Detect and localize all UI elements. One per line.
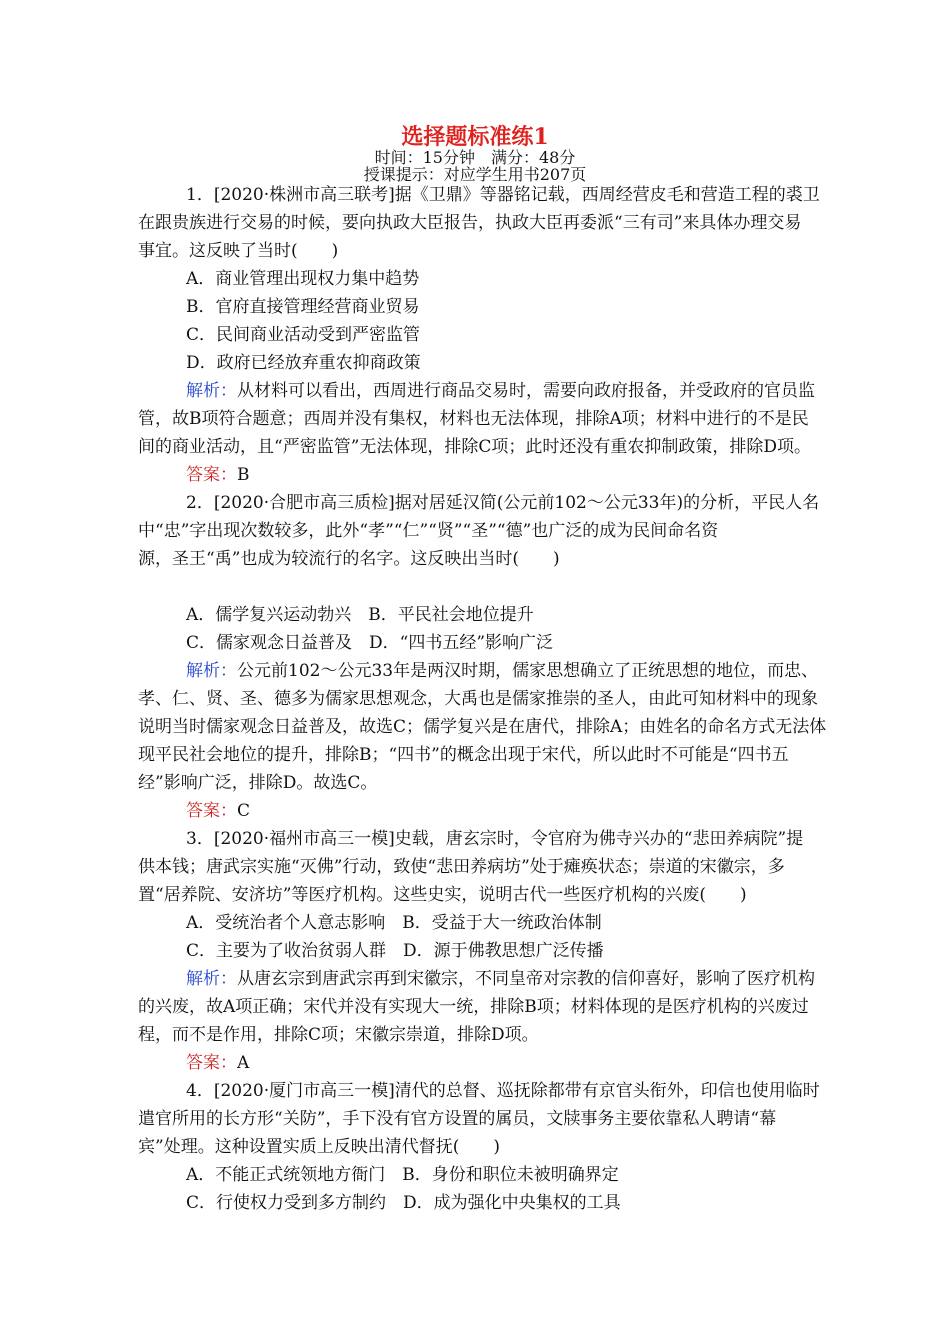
analysis-label: 解析：	[186, 381, 237, 401]
answer-label: 答案：	[186, 1053, 237, 1073]
q2-analysis-line-1: 解析：公元前102～公元33年是两汉时期，儒家思想确立了正统思想的地位，而忠、	[186, 661, 819, 681]
lesson-hint-line: 授课提示：对应学生用书207页	[363, 165, 587, 184]
q3-stem-line-1: 3．[2020·福州市高三一模]史载，唐玄宗时，令官府为佛寺兴办的“悲田养病院”提	[186, 829, 804, 849]
q4-options-ab: A．不能正式统领地方衙门 B．身份和职位未被明确界定	[186, 1165, 619, 1185]
q1-analysis-line-2: 管，故B项符合题意；西周并没有集权，材料也无法体现，排除A项；材料中进行的不是民	[138, 409, 809, 429]
q2-answer: 答案：C	[186, 801, 251, 821]
answer-label: 答案：	[186, 465, 237, 485]
q1-option-d: D．政府已经放弃重农抑商政策	[186, 353, 421, 373]
q2-analysis-line-2: 孝、仁、贤、圣、德多为儒家思想观念，大禹也是儒家推崇的圣人，由此可知材料中的现象	[138, 689, 818, 709]
q1-option-c: C．民间商业活动受到严密监管	[186, 325, 421, 345]
q3-stem-line-2: 供本钱；唐武宗实施“灭佛”行动，致使“悲田养病坊”处于瘫痪状态；崇道的宋徽宗，多	[138, 857, 785, 877]
q2-options-cd: C．儒家观念日益普及 D．“四书五经”影响广泛	[186, 633, 554, 653]
q3-options-ab: A．受统治者个人意志影响 B．受益于大一统政治体制	[186, 913, 602, 933]
q4-options-cd: C．行使权力受到多方制约 D．成为强化中央集权的工具	[186, 1193, 621, 1213]
q3-analysis-line-3: 程，而不是作用，排除C项；宋徽宗崇道，排除D项。	[138, 1025, 539, 1045]
analysis-label: 解析：	[186, 661, 237, 681]
q2-analysis-line-5: 经”影响广泛，排除D。故选C。	[138, 773, 378, 793]
q2-stem-line-2: 中“忠”字出现次数较多，此外“孝”“仁”“贤”“圣”“德”也广泛的成为民间命名资	[138, 521, 719, 541]
q1-stem-line-3: 事宜。这反映了当时( )	[138, 241, 339, 261]
q4-stem-line-2: 遣官所用的长方形“关防”，手下没有官方设置的属员，文牍事务主要依靠私人聘请“幕	[138, 1109, 777, 1129]
page-title: 选择题标准练1	[401, 124, 549, 150]
q1-answer: 答案：B	[186, 465, 250, 485]
q1-stem-line-1: 1．[2020·株洲市高三联考]据《卫鼎》等器铭记载，西周经营皮毛和营造工程的裘卫	[186, 185, 820, 205]
q2-analysis-line-3: 说明当时儒家观念日益普及，故选C；儒学复兴是在唐代，排除A；由姓名的命名方式无法体	[138, 717, 827, 737]
q1-option-b: B．官府直接管理经营商业贸易	[186, 297, 420, 317]
q3-analysis-line-2: 的兴废，故A项正确；宋代并没有实现大一统，排除B项；材料体现的是医疗机构的兴废过	[138, 997, 809, 1017]
q2-stem-line-1: 2．[2020·合肥市高三质检]据对居延汉简(公元前102～公元33年)的分析，平民人名	[186, 493, 820, 513]
q1-option-a: A．商业管理出现权力集中趋势	[186, 269, 420, 289]
q1-analysis-line-3: 间的商业活动，且“严密监管”无法体现，排除C项；此时还没有重农抑制政策，排除D项。	[138, 437, 812, 457]
time-score-line: 时间：15分钟 满分：48分	[374, 148, 576, 167]
q1-analysis-line-1: 解析：从材料可以看出，西周进行商品交易时，需要向政府报备，并受政府的官员监	[186, 381, 815, 401]
q1-stem-line-2: 在跟贵族进行交易的时候，要向执政大臣报告，执政大臣再委派“三有司”来具体办理交易	[138, 213, 802, 233]
q4-stem-line-1: 4．[2020·厦门市高三一模]清代的总督、巡抚除都带有京官头衔外，印信也使用临时	[186, 1081, 820, 1101]
q2-analysis-line-4: 现平民社会地位的提升，排除B；“四书”的概念出现于宋代，所以此时不可能是“四书五	[138, 745, 789, 765]
q3-analysis-line-1: 解析：从唐玄宗到唐武宗再到宋徽宗，不同皇帝对宗教的信仰喜好，影响了医疗机构	[186, 969, 815, 989]
analysis-label: 解析：	[186, 969, 237, 989]
answer-label: 答案：	[186, 801, 237, 821]
q3-stem-line-3: 置“居养院、安济坊”等医疗机构。这些史实，说明古代一些医疗机构的兴废( )	[138, 885, 747, 905]
q2-stem-line-3: 源，圣王“禹”也成为较流行的名字。这反映出当时( )	[138, 549, 560, 569]
q4-stem-line-3: 宾”处理。这种设置实质上反映出清代督抚( )	[138, 1137, 500, 1157]
q3-answer: 答案：A	[186, 1053, 250, 1073]
q2-options-ab: A．儒学复兴运动勃兴 B．平民社会地位提升	[186, 605, 534, 625]
q3-options-cd: C．主要为了收治贫弱人群 D．源于佛教思想广泛传播	[186, 941, 604, 961]
